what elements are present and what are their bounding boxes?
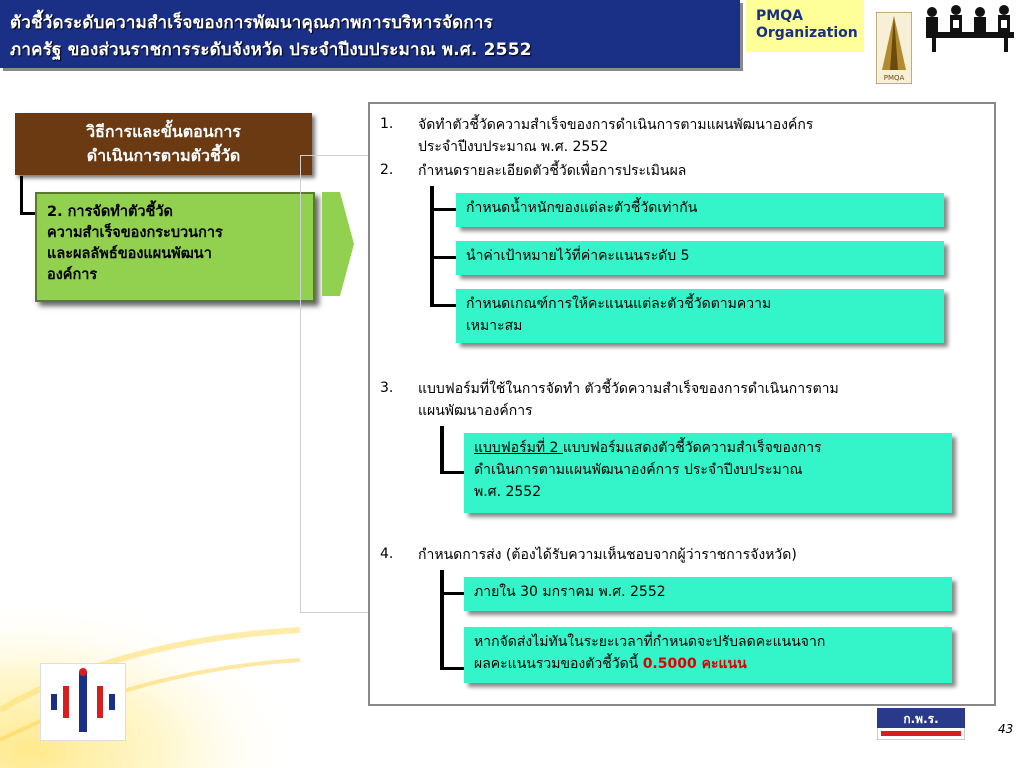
step-line-2: ความสำเร็จของกระบวนการ [47, 225, 223, 241]
item-4-branch-1 [440, 592, 464, 595]
pmqa-logo-text: PMQA [883, 74, 905, 82]
item-4-branch-2 [440, 667, 464, 670]
item-3-number: 3. [380, 380, 394, 396]
item-2-sub-3-line-1: กำหนดเกณฑ์การให้คะแนนแต่ละตัวชี้วัดตามความ [466, 296, 772, 312]
item-2-sub-3 [456, 289, 944, 343]
item-1-number: 1. [380, 116, 394, 132]
item-2-branch-2 [430, 256, 456, 259]
form-2-link[interactable]: แบบฟอร์มที่ 2 [474, 440, 563, 456]
item-1-line-2: ประจำปีงบประมาณ พ.ศ. 2552 [418, 139, 609, 155]
item-2-text: กำหนดรายละเอียดตัวชี้วัดเพื่อการประเมินผล [418, 163, 687, 179]
step-line-3: และผลลัพธ์ของแผนพัฒนา [47, 246, 212, 262]
item-3-text [418, 378, 839, 422]
pmqa-logo-icon [876, 12, 912, 84]
item-3-sub-1-line-2: ดำเนินการตามแผนพัฒนาองค์การ ประจำปีงบประมาณ [474, 462, 803, 478]
item-2-branch-3 [430, 304, 456, 307]
content-panel [368, 102, 996, 706]
item-3-sub-1-line-3: พ.ศ. 2552 [474, 484, 542, 500]
item-3-line-2: แผนพัฒนาองค์การ [418, 403, 533, 419]
item-3-sub-1-line-1: แบบฟอร์มแสดงตัวชี้วัดความสำเร็จของการ [562, 440, 822, 456]
title-line-1: ตัวชี้วัดระดับความสำเร็จของการพัฒนาคุณภาพการบริหารจัดการ [10, 13, 493, 33]
page-number: 43 [998, 722, 1014, 736]
penalty-value: 0.5000 คะแนน [642, 656, 747, 672]
pmqa-label: PMQA [756, 8, 803, 24]
step-line-4: องค์การ [47, 267, 98, 283]
organization-label: Organization [756, 25, 858, 41]
method-heading-box [15, 113, 312, 175]
item-4-sub-2-line-2: ผลคะแนนรวมของตัวชี้วัดนี้ [474, 656, 643, 672]
item-2-number: 2. [380, 162, 394, 178]
item-4-sub-2-line-1: หากจัดส่งไม่ทันในระยะเวลาที่กำหนดจะปรับลดคะแนนจาก [474, 634, 826, 650]
method-heading-line-1: วิธีการและขั้นตอนการ [86, 122, 241, 141]
item-3-sub-1 [464, 433, 952, 513]
pmqa-organization-label [746, 0, 864, 52]
item-4-text: กำหนดการส่ง (ต้องได้รับความเห็นชอบจากผู้ว่าราชการจังหวัด) [418, 547, 797, 563]
step-line-1: 2. การจัดทำตัวชี้วัด [47, 204, 173, 220]
title-line-2: ภาครัฐ ของส่วนราชการระดับจังหวัด ประจำปีงบประมาณ พ.ศ. 2552 [10, 40, 532, 60]
meeting-people-icon [918, 2, 1022, 54]
title-banner [0, 0, 740, 68]
item-4-number: 4. [380, 546, 394, 562]
kpr-logo-text: ก.พ.ร. [903, 712, 939, 726]
item-3-branch-1 [440, 471, 464, 474]
kpr-logo-icon [877, 708, 965, 740]
item-2-tree-line [430, 186, 434, 306]
item-3-tree-line [440, 426, 444, 474]
item-1-text [418, 114, 813, 158]
item-3-line-1: แบบฟอร์มที่ใช้ในการจัดทำ ตัวชี้วัดความสำเร็จของการดำเนินการตาม [418, 381, 839, 397]
item-1-line-1: จัดทำตัวชี้วัดความสำเร็จของการดำเนินการตามแผนพัฒนาองค์กร [418, 117, 814, 133]
step-2-box [35, 192, 315, 302]
method-heading-line-2: ดำเนินการตามตัวชี้วัด [86, 146, 241, 165]
item-4-sub-2 [464, 627, 952, 683]
organization-logo-icon [40, 663, 126, 741]
item-4-sub-1: ภายใน 30 มกราคม พ.ศ. 2552 [464, 577, 952, 611]
item-2-sub-3-line-2: เหมาะสม [466, 318, 523, 334]
item-2-sub-1: กำหนดน้ำหนักของแต่ละตัวชี้วัดเท่ากัน [456, 193, 944, 227]
item-2-branch-1 [430, 208, 456, 211]
item-4-tree-line [440, 570, 444, 670]
item-2-sub-2: นำค่าเป้าหมายไว้ที่ค่าคะแนนระดับ 5 [456, 241, 944, 275]
